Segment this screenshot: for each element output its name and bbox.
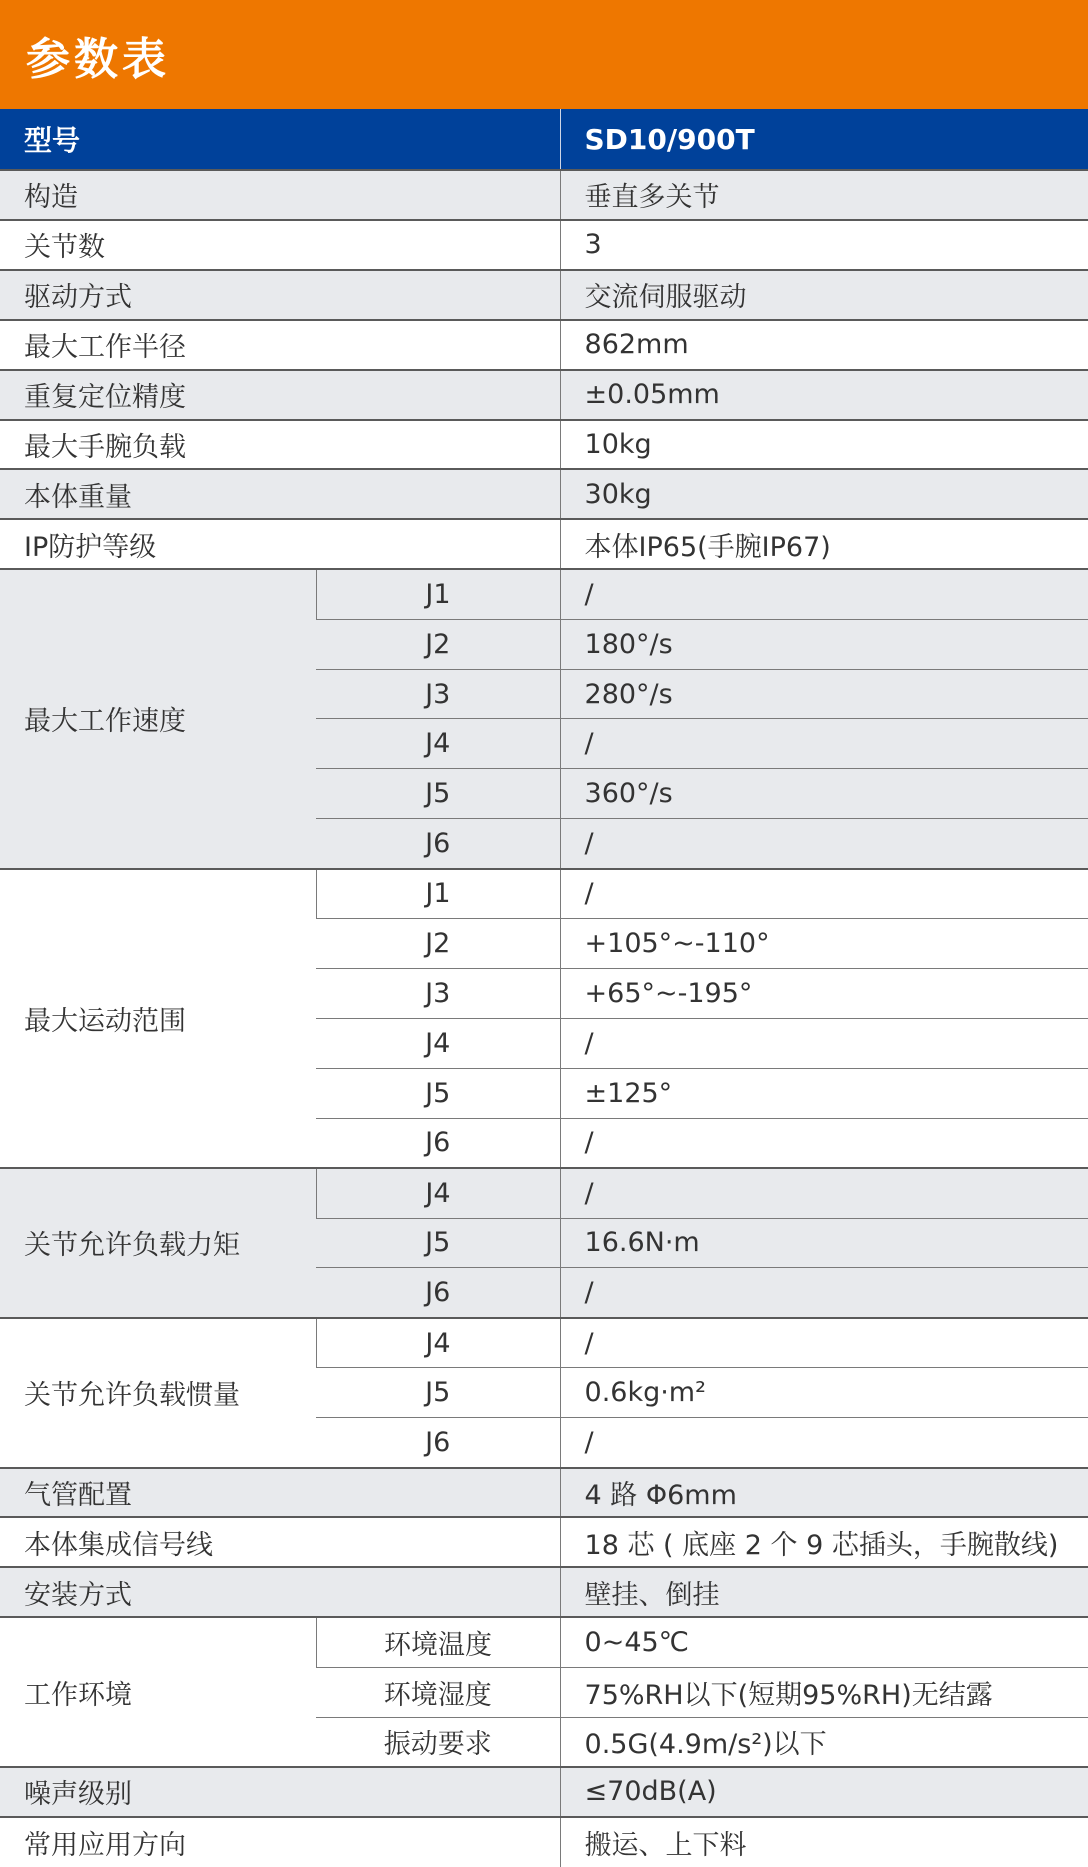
sub-param-label: 振动要求 xyxy=(316,1717,560,1767)
table-row xyxy=(0,370,1088,420)
table-row xyxy=(0,1767,1088,1817)
param-value: 862mm xyxy=(560,320,1088,370)
sub-param-label: J3 xyxy=(316,669,560,719)
sub-param-value: / xyxy=(560,1118,1088,1168)
sub-param-label: 环境湿度 xyxy=(316,1667,560,1717)
param-label: 噪声级别 xyxy=(0,1767,560,1817)
param-label: 最大工作半径 xyxy=(0,320,560,370)
sub-param-value: / xyxy=(560,1268,1088,1318)
param-label: 驱动方式 xyxy=(0,270,560,320)
param-value: 壁挂、倒挂 xyxy=(560,1567,1088,1617)
param-value: 10kg xyxy=(560,420,1088,470)
model-label: 型号 xyxy=(0,109,560,170)
param-label: 安装方式 xyxy=(0,1567,560,1617)
table-row xyxy=(0,320,1088,370)
sub-param-value: 0~45℃ xyxy=(560,1617,1088,1667)
sub-param-value: / xyxy=(560,869,1088,919)
sub-param-value: +65°~-195° xyxy=(560,969,1088,1019)
table-row xyxy=(0,170,1088,220)
param-label: 最大手腕负载 xyxy=(0,420,560,470)
sub-param-label: J1 xyxy=(316,569,560,619)
sub-param-label: J3 xyxy=(316,969,560,1019)
table-row xyxy=(0,1168,1088,1218)
sub-param-label: J5 xyxy=(316,769,560,819)
sub-param-label: J6 xyxy=(316,1268,560,1318)
sub-param-value: 0.6kg·m² xyxy=(560,1368,1088,1418)
param-group-label: 工作环境 xyxy=(0,1617,316,1767)
sub-param-label: J6 xyxy=(316,819,560,869)
sub-param-value: / xyxy=(560,1418,1088,1468)
param-group-label: 最大运动范围 xyxy=(0,869,316,1168)
sub-param-value: / xyxy=(560,719,1088,769)
table-row xyxy=(0,270,1088,320)
param-label: 构造 xyxy=(0,170,560,220)
table-row xyxy=(0,1517,1088,1567)
param-value: 3 xyxy=(560,220,1088,270)
table-row xyxy=(0,1617,1088,1667)
param-label: 本体重量 xyxy=(0,469,560,519)
sub-param-label: J2 xyxy=(316,919,560,969)
param-label: 本体集成信号线 xyxy=(0,1517,560,1567)
sub-param-label: J5 xyxy=(316,1218,560,1268)
sub-param-value: 180°/s xyxy=(560,619,1088,669)
param-label: 气管配置 xyxy=(0,1468,560,1518)
sub-param-value: / xyxy=(560,819,1088,869)
sub-param-label: J2 xyxy=(316,619,560,669)
param-value: 搬运、上下料 xyxy=(560,1817,1088,1867)
model-value: SD10/900T xyxy=(560,109,1088,170)
title-bar xyxy=(0,0,1088,109)
param-value: ≤70dB(A) xyxy=(560,1767,1088,1817)
sub-param-label: J1 xyxy=(316,869,560,919)
sub-param-value: 360°/s xyxy=(560,769,1088,819)
sub-param-label: J5 xyxy=(316,1368,560,1418)
sub-param-label: J5 xyxy=(316,1068,560,1118)
table-row xyxy=(0,220,1088,270)
param-value: 18 芯 ( 底座 2 个 9 芯插头，手腕散线) xyxy=(560,1517,1088,1567)
param-group-label: 关节允许负载惯量 xyxy=(0,1318,316,1468)
param-label: 重复定位精度 xyxy=(0,370,560,420)
param-value: 交流伺服驱动 xyxy=(560,270,1088,320)
sub-param-value: +105°~-110° xyxy=(560,919,1088,969)
table-row xyxy=(0,469,1088,519)
sub-param-value: / xyxy=(560,569,1088,619)
sub-param-label: 环境温度 xyxy=(316,1617,560,1667)
table-row xyxy=(0,1318,1088,1368)
param-value: 30kg xyxy=(560,469,1088,519)
sub-param-label: J4 xyxy=(316,719,560,769)
table-row xyxy=(0,1468,1088,1518)
table-row xyxy=(0,1817,1088,1867)
param-value: 4 路 Φ6mm xyxy=(560,1468,1088,1518)
table-row xyxy=(0,1567,1088,1617)
table-row xyxy=(0,519,1088,569)
sub-param-label: J4 xyxy=(316,1018,560,1068)
table-row xyxy=(0,869,1088,919)
page-title: 参数表 xyxy=(26,33,170,85)
sub-param-value: / xyxy=(560,1168,1088,1218)
sub-param-value: 0.5G(4.9m/s²)以下 xyxy=(560,1717,1088,1767)
param-group-label: 最大工作速度 xyxy=(0,569,316,868)
param-value: 本体IP65(手腕IP67) xyxy=(560,519,1088,569)
sub-param-value: / xyxy=(560,1018,1088,1068)
table-row xyxy=(0,569,1088,619)
param-label: 常用应用方向 xyxy=(0,1817,560,1867)
sub-param-label: J4 xyxy=(316,1168,560,1218)
sub-param-value: / xyxy=(560,1318,1088,1368)
table-row xyxy=(0,420,1088,470)
param-label: 关节数 xyxy=(0,220,560,270)
table-header-row xyxy=(0,109,1088,170)
sub-param-value: 280°/s xyxy=(560,669,1088,719)
sub-param-value: 75%RH以下(短期95%RH)无结露 xyxy=(560,1667,1088,1717)
spec-table xyxy=(0,109,1088,1867)
sub-param-label: J4 xyxy=(316,1318,560,1368)
sub-param-label: J6 xyxy=(316,1118,560,1168)
param-label: IP防护等级 xyxy=(0,519,560,569)
sub-param-value: 16.6N·m xyxy=(560,1218,1088,1268)
param-group-label: 关节允许负载力矩 xyxy=(0,1168,316,1318)
param-value: ±0.05mm xyxy=(560,370,1088,420)
sub-param-value: ±125° xyxy=(560,1068,1088,1118)
sub-param-label: J6 xyxy=(316,1418,560,1468)
param-value: 垂直多关节 xyxy=(560,170,1088,220)
